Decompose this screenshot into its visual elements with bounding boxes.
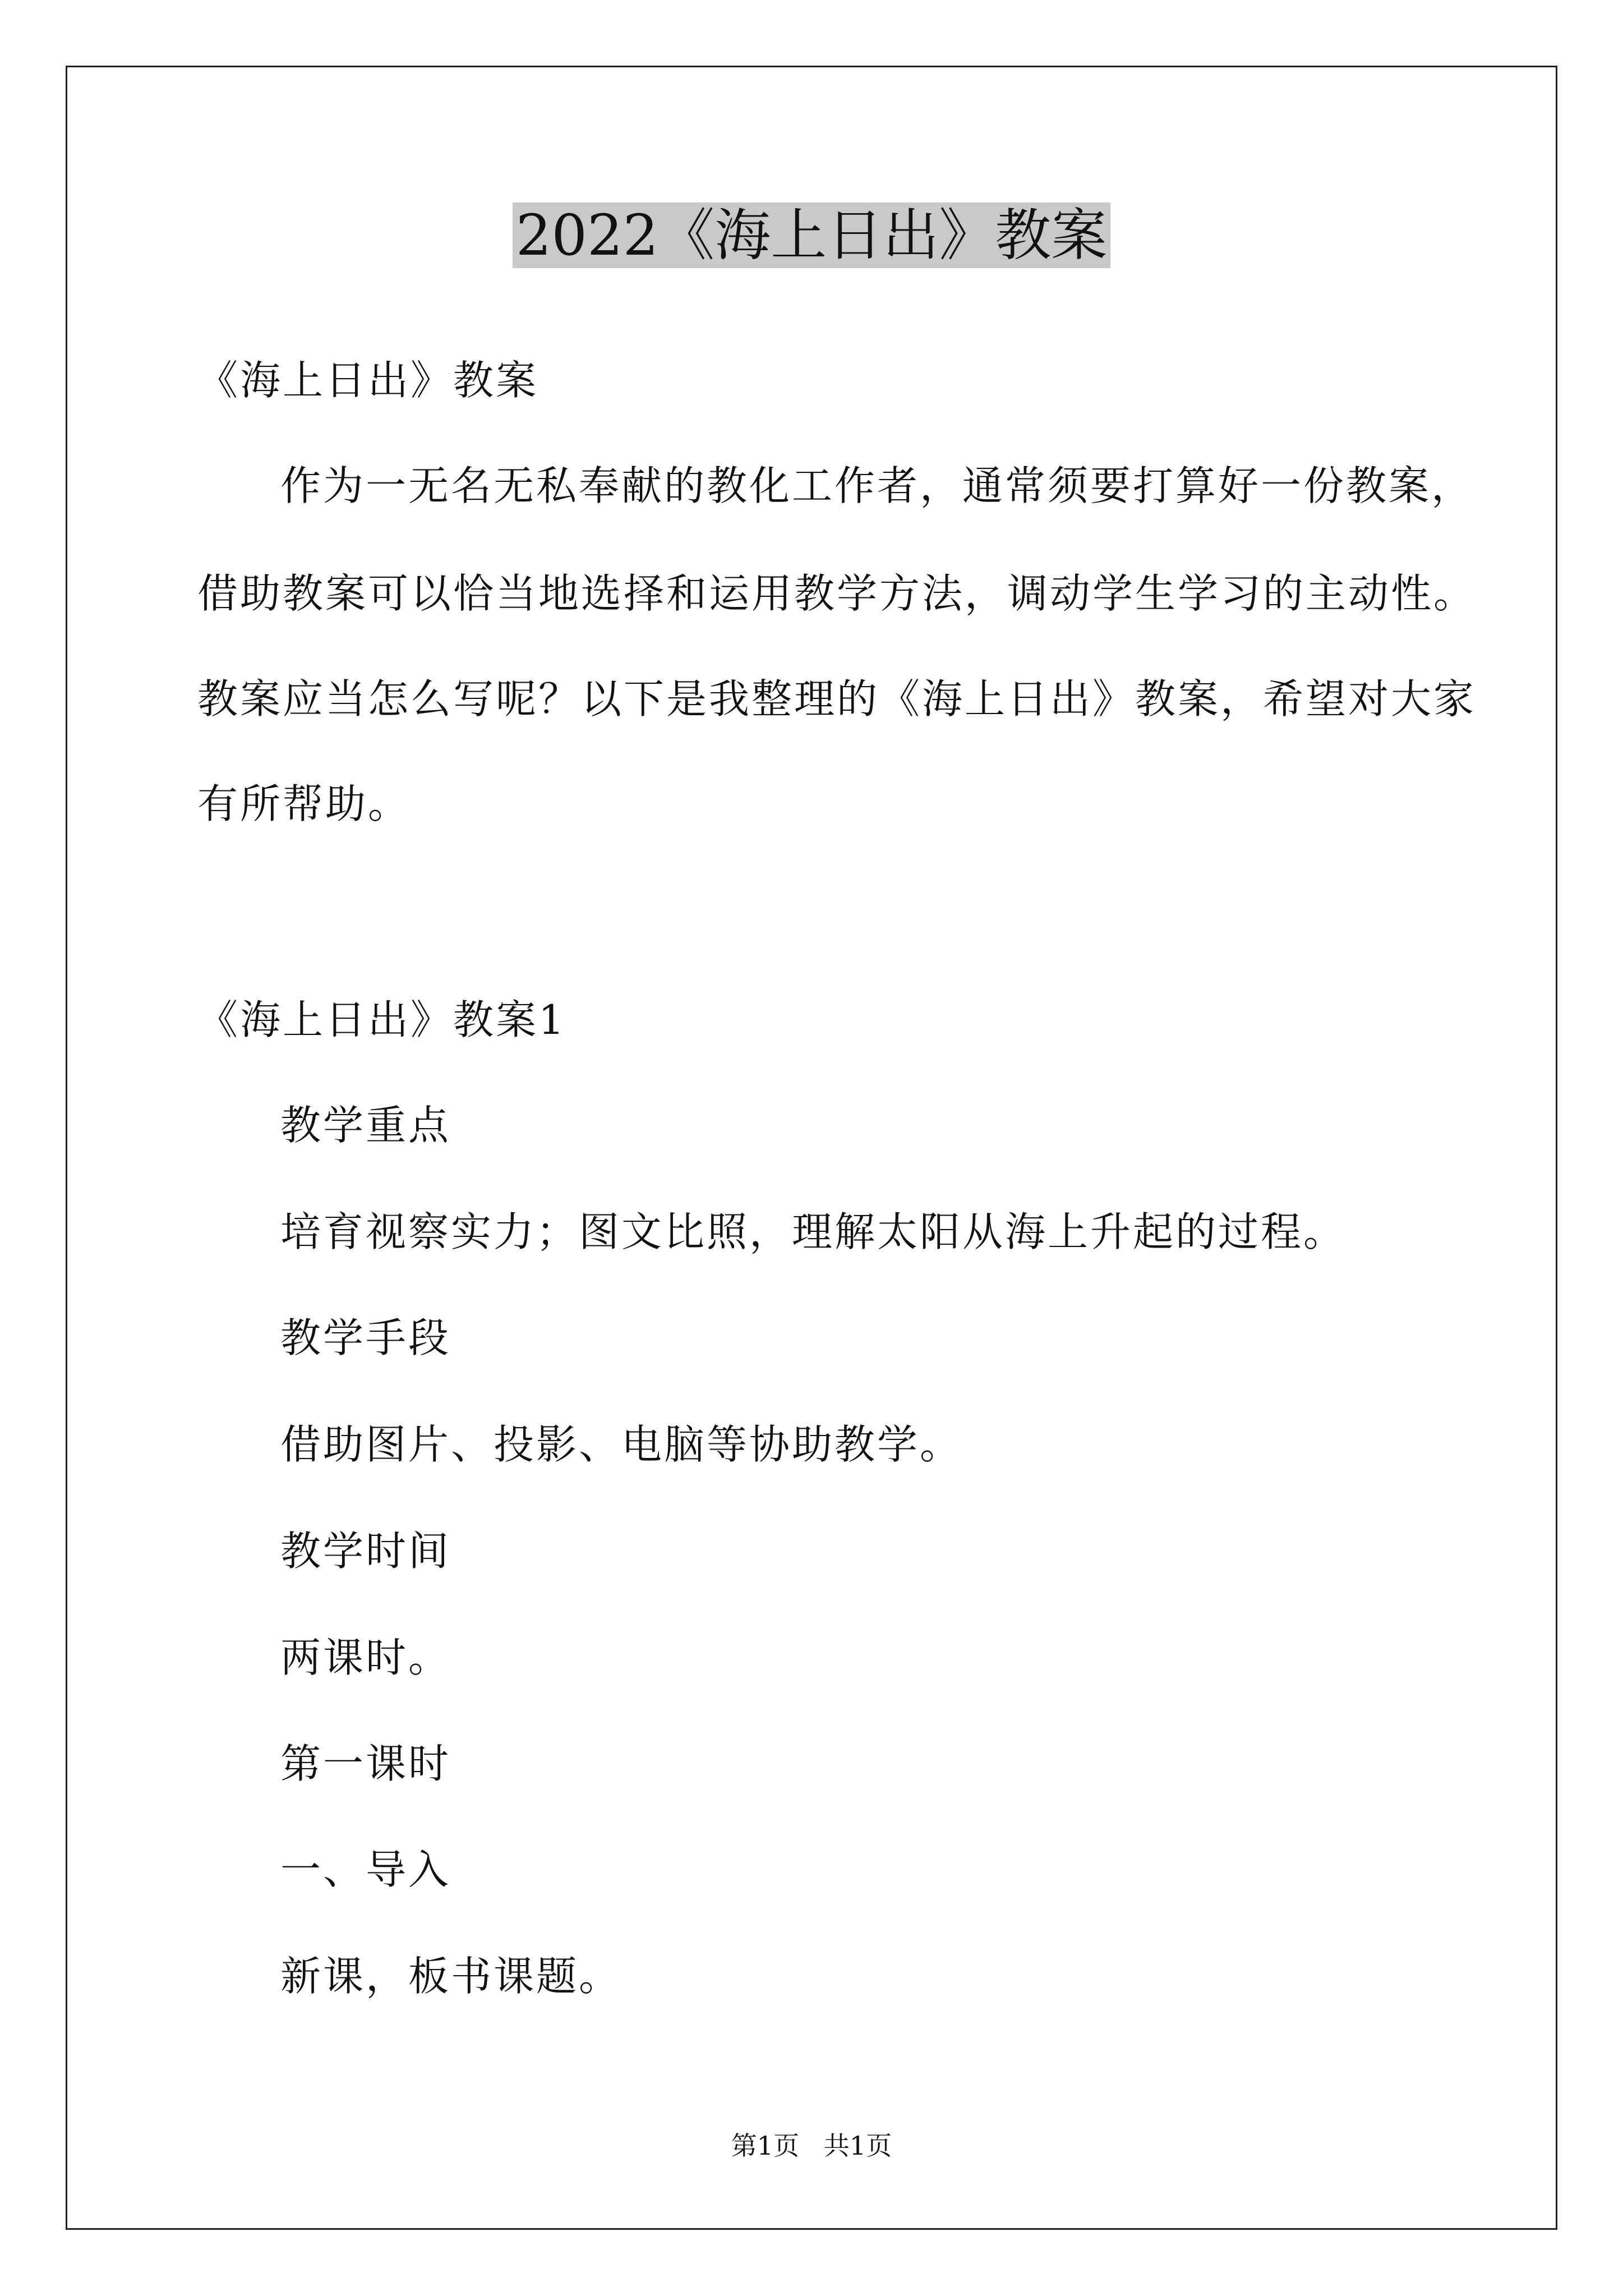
- intro-line-3: 教案应当怎么写呢？以下是我整理的《海上日出》教案，希望对大家: [197, 675, 1477, 723]
- intro-line-4: 有所帮助。: [197, 780, 411, 827]
- page-footer: 第1页 共1页: [731, 2131, 892, 2161]
- intro-line-1: 作为一无名无私奉献的教化工作者，通常须要打算好一份教案，: [280, 462, 1474, 509]
- section-line-4: 借助图片、投影、电脑等协助教学。: [280, 1421, 963, 1468]
- section-line-2: 培育视察实力；图文比照，理解太阳从海上升起的过程。: [280, 1208, 1347, 1255]
- section-line-9: 新课，板书课题。: [280, 1953, 622, 2000]
- document-subtitle: 《海上日出》教案: [197, 357, 539, 404]
- document-title-text: 2022《海上日出》教案: [513, 203, 1111, 268]
- section-line-3: 教学手段: [280, 1314, 451, 1361]
- section-line-6: 两课时。: [280, 1634, 451, 1681]
- document-title: [0, 194, 1623, 278]
- section-line-5: 教学时间: [280, 1527, 451, 1575]
- intro-line-2: 借助教案可以恰当地选择和运用教学方法，调动学生学习的主动性。: [197, 570, 1477, 617]
- section-line-1: 教学重点: [280, 1102, 451, 1149]
- section-heading: 《海上日出》教案1: [197, 996, 566, 1043]
- section-line-7: 第一课时: [280, 1740, 451, 1787]
- section-line-8: 一、导入: [280, 1846, 451, 1893]
